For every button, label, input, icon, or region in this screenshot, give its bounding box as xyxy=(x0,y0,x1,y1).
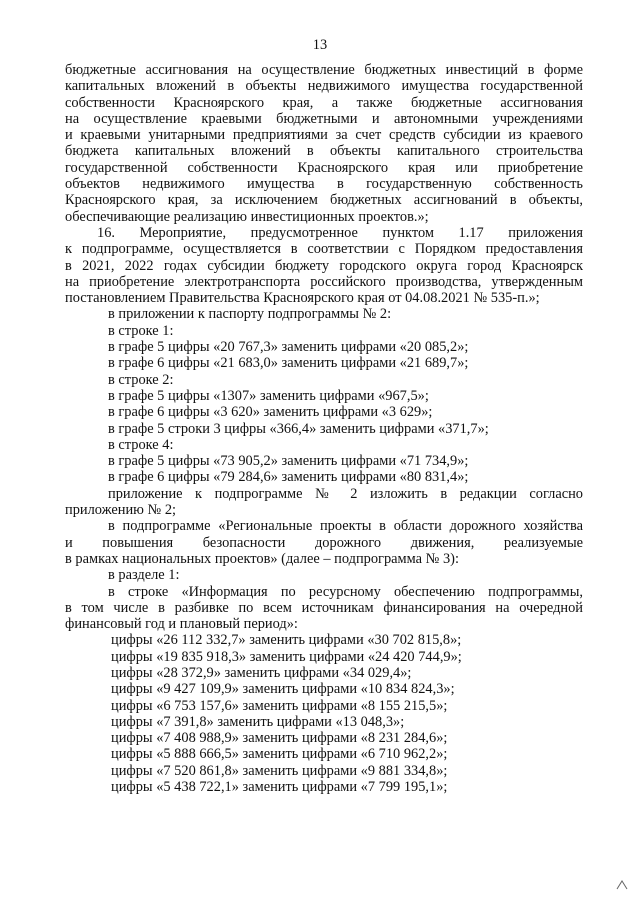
text-line: в графе 6 цифры «79 284,6» заменить цифрами «80 831,4»; xyxy=(108,469,469,486)
text-line: приложению № 2; xyxy=(65,502,177,519)
text-line: в разделе 1: xyxy=(108,567,180,584)
text-line: в графе 5 строки 3 цифры «366,4» заменить цифрами «371,7»; xyxy=(108,420,489,437)
text-line: к подпрограмме, осуществляется в соответствии с Порядком предоставления xyxy=(65,241,583,258)
text-line: в графе 5 цифры «20 767,3» заменить цифрами «20 085,2»; xyxy=(108,339,469,356)
text-line: цифры «7 408 988,9» заменить цифрами «8 231 284,6»; xyxy=(111,730,448,747)
text-line: в рамках национальных проектов» (далее – подпрограмма № 3): xyxy=(65,550,459,567)
text-line: Красноярского края, за исключением бюджетных ассигнований в объекты, xyxy=(65,192,583,209)
text-line: в строке 4: xyxy=(108,436,174,453)
text-line: объектов недвижимого имущества в государственную собственность xyxy=(65,176,583,193)
text-line: бюджетные ассигнования на осуществление бюджетных инвестиций в форме xyxy=(65,62,583,78)
text-line: в строке 2: xyxy=(108,371,174,388)
text-line: капитальных вложений в объекты недвижимого имущества государственной xyxy=(65,78,583,95)
text-line: государственной собственности Красноярского края или приобретение xyxy=(65,159,583,176)
text-line: 16. Мероприятие, предусмотренное пунктом 1.17 приложения xyxy=(97,224,583,241)
text-line: финансовый год и плановый период»: xyxy=(65,616,298,633)
text-line: цифры «19 835 918,3» заменить цифрами «24 420 744,9»; xyxy=(111,648,462,665)
text-line: и повышения безопасности дорожного движения, реализуемые xyxy=(65,534,583,551)
text-line: в приложении к паспорту подпрограммы № 2: xyxy=(108,306,392,323)
text-line: в том числе в разбивке по всем источникам финансирования на очередной xyxy=(65,599,583,616)
text-line: приложение к подпрограмме № 2 изложить в редакции согласно xyxy=(108,485,583,502)
text-line: в графе 6 цифры «21 683,0» заменить цифрами «21 689,7»; xyxy=(108,355,469,372)
text-line: постановлением Правительства Красноярского края от 04.08.2021 № 535-п.»; xyxy=(65,290,540,307)
text-line: в строке 1: xyxy=(108,322,174,339)
body-text xyxy=(65,62,583,795)
text-line: в подпрограмме «Региональные проекты в области дорожного хозяйства xyxy=(108,518,583,535)
text-line: на осуществление краевыми бюджетными и автономными учреждениями xyxy=(65,110,583,127)
text-line: собственности Красноярского края, а также бюджетные ассигнования xyxy=(65,94,583,111)
text-line: цифры «5 888 666,5» заменить цифрами «6 710 962,2»; xyxy=(111,746,448,763)
text-line: цифры «26 112 332,7» заменить цифрами «30 702 815,8»; xyxy=(111,632,462,649)
text-line: и краевыми унитарными предприятиями за счет средств субсидии из краевого xyxy=(65,127,583,144)
text-line: цифры «6 753 157,6» заменить цифрами «8 155 215,5»; xyxy=(111,697,448,714)
text-line: на приобретение электротранспорта российского производства, утвержденным xyxy=(65,273,583,290)
text-line: обеспечивающие реализацию инвестиционных проектов.»; xyxy=(65,208,429,225)
text-line: цифры «7 391,8» заменить цифрами «13 048,3»; xyxy=(111,713,405,730)
page-number: 13 xyxy=(312,37,328,53)
text-line: в строке «Информация по ресурсному обеспечению подпрограммы, xyxy=(108,583,583,600)
text-line: цифры «5 438 722,1» заменить цифрами «7 799 195,1»; xyxy=(111,779,448,796)
text-line: цифры «7 520 861,8» заменить цифрами «9 881 334,8»; xyxy=(111,762,448,779)
text-line: в графе 5 цифры «73 905,2» заменить цифрами «71 734,9»; xyxy=(108,453,469,470)
text-line: цифры «9 427 109,9» заменить цифрами «10 834 824,3»; xyxy=(111,681,455,698)
corner-mark-icon xyxy=(616,880,628,890)
text-line: в 2021, 2022 годах субсидии бюджету городского округа город Красноярск xyxy=(65,257,583,274)
text-line: в графе 6 цифры «3 620» заменить цифрами «3 629»; xyxy=(108,404,433,421)
text-line: в графе 5 цифры «1307» заменить цифрами «967,5»; xyxy=(108,387,429,404)
text-line: бюджета капитальных вложений в объекты капитального строительства xyxy=(65,143,583,160)
text-line: цифры «28 372,9» заменить цифрами «34 029,4»; xyxy=(111,664,412,681)
